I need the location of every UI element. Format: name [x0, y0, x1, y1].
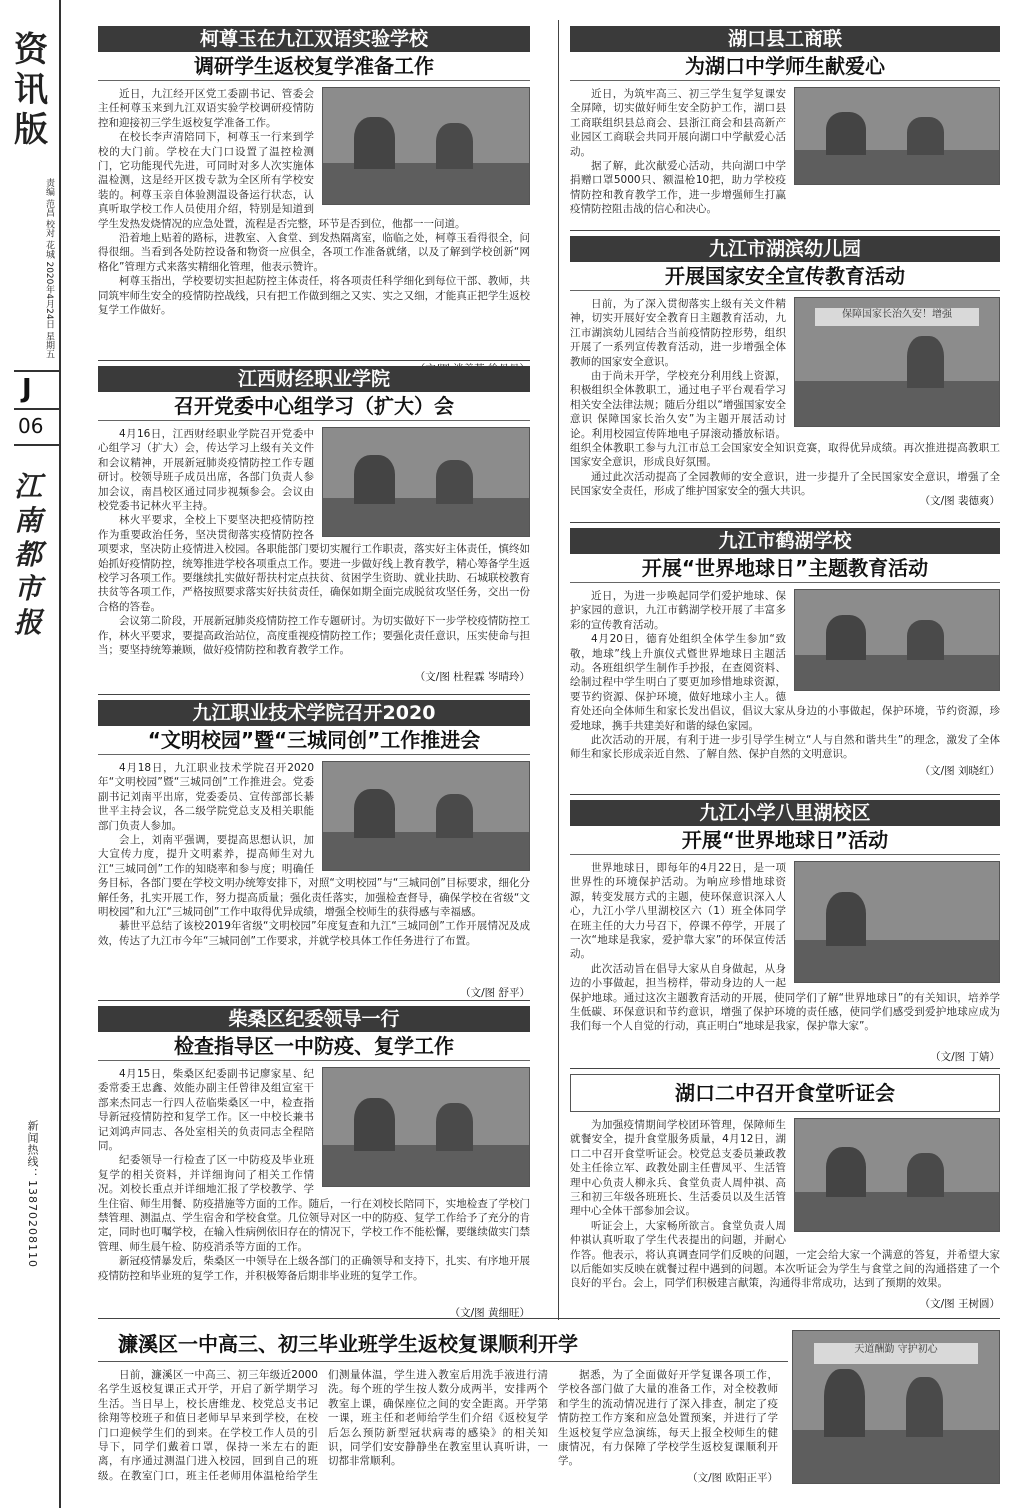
page-letter: J — [22, 374, 32, 404]
paragraph: 据了解，此次献爱心活动，共向湖口中学捐赠口罩5000只、额温枪10把，助力学校疫情防控和教育教学工作，进一步增强师生打赢疫情防控阻击战的信心和决心。 — [570, 160, 786, 216]
paragraph: 纪委领导一行检查了区一中防疫及毕业班复学的相关资料，并详细询问了相关工作情况。刘校长重点并详细地汇报了学校教学、学生住宿、师生用餐、防疫措施等方面的工作。随后，一行在刘校长陪同下，实地检查了学校门禁管理、测温点、学生宿舍和学校食堂。几位领导对区一中的防疫、复学工作给予了充分的肯定，同时也叮嘱学校，在输入性病例依旧存在的情况下，学校工作不能松懈，要继续做实门禁管理、师生晨午检、防疫消杀等方面的工作。 — [98, 1154, 530, 1253]
article-title-sub: 开展国家安全宣传教育活动 — [570, 262, 1000, 291]
article-title-sub: 开展“世界地球日”主题教育活动 — [570, 554, 1000, 583]
article-hehu-school — [570, 528, 1000, 778]
article-body — [570, 297, 1000, 498]
paragraph: 据悉，为了全面做好开学复课各项工作，学校各部门做了大量的准备工作，对全校教师和学生的流动情况进行了深入排查，制定了疫情防控工作方案和应急处置预案，并进行了学生返校复学应急演练，每天上报全校师生的健康情况，有力保障了学校学生返校复课顺利开学。 — [558, 1369, 778, 1468]
editor-names: 责编 范昌 校对 花城 — [44, 178, 54, 259]
paragraph: 日前，濂溪区一中高三、初三年级近2000名学生返校复课正式开学，开启了新学期学习生活。当日早上，校长唐维龙、校党总支书记徐翔等校班子和值日老师早早来到学校，在校门口迎候学生们的到来。在学校工作人员的引导下，同学们戴着口罩，保持一米左右的距离，有序通过测温门进入校园，回到自己的班级。在教室门口，班主任老师用体温枪给学生们测量体温，学生进入教室后用洗手液进行清洗。每个班的学生按人数分成两半，安排两个教室上课，确保座位之间的安全距离。开学第一课，班主任和老师给学生们介绍《返校复学后怎么预防新型冠状病毒的感染》的相关知识，同学们安安静静坐在教室里认真听讲，一切都非常顺利。 — [98, 1369, 548, 1482]
masthead-sidebar — [0, 0, 62, 1508]
article-credit: （文/图 杜程霖 岑晴玲） — [414, 671, 530, 683]
photo-banner-text: 保障国家长治久安！增强 — [815, 308, 978, 326]
article-photo — [322, 427, 530, 537]
paragraph: 听证会上，大家畅所欲言。食堂负责人周仲祺认真听取了学生代表提出的问题，并耐心作答。他表示，将认真调查同学们反映的问题，一定会给大家一个满意的答复，并希望大家以后能如实反映在就餐过程中遇到的问题。本次听证会为学生与食堂之间的沟通搭建了一个良好的平台。会上，同学们积极建言献策，沟通得非常成功，达到了预期的效果。 — [570, 1219, 1000, 1290]
paragraph: 林火平要求，全校上下要坚决把疫情防控作为重要政治任务，坚决贯彻落实疫情防控各项要求，坚决防止疫情进入校园。各职能部门要切实履行工作职责，落实好主体责任，慎终如始抓好疫情防控，统筹推进学校各项重点工作。要进一步做好线上教育教学，精心筹备学生返校学习各项工作。要继续扎实做好帮扶村定点扶贫、贫困学生资助、就业扶助、石城联校教育扶贫等各项工作，严格按照要求落实好扶贫责任，确保如期全面完成脱贫攻坚任务，交出一份合格的答卷。 — [98, 514, 530, 613]
article-title-main: 江西财经职业学院 — [98, 366, 530, 392]
article-body — [570, 87, 1000, 227]
paragraph: 通过此次活动提高了全园教师的安全意识，进一步提升了全民国家安全意识，增强了全民国家安全责任，形成了维护国家安全的强大共识。 — [570, 470, 1000, 498]
paragraph: 近日，为进一步唤起同学们爱护地球、保护家园的意识，九江市鹤湖学校开展了丰富多彩的宣传教育活动。 — [570, 590, 786, 631]
paragraph: 此次活动的开展，有利于进一步引导学生树立“人与自然和谐共生”的理念，激发了全体师生和家长形成亲近自然、了解自然、保护自然的文明意识。 — [570, 734, 1000, 761]
paragraph: 此次活动旨在倡导大家从自身做起，从身边的小事做起，担当榜样，带动身边的人一起保护地球。通过这次主题教育活动的开展，使同学们了解“世界地球日”的有关知识，培养学生低碳、环保意识和节约意识，增强了保护环境的责任感，使同学们感受到爱护地球应成为我们每一个人自觉的行动，真正明白“地球是我家，保护靠大家”。 — [570, 962, 1000, 1033]
article-baili-lake-school — [570, 800, 1000, 1064]
paragraph: 近日，为筑牢高三、初三学生复学复课安全屏障，切实做好师生安全防护工作，湖口县工商联组织县总商会、县浙江商会和县高新产业园区工商联会共同开展向湖口中学献爱心活动。 — [570, 88, 786, 158]
paragraph: 会上，刘南平强调，要提高思想认识，加大宣传力度，提升文明素养，提高师生对九江“三城同创”工作的知晓率和参与度；明确任务目标，各部门要在学校文明办统筹安排下，对照“文明校园”与“三城同创”目标要求，细化分解任务，扎实开展工作，努力提高质量；强化责任落实，加强检查督导，确保学校在省级“文明校园”和九江“三城同创”工作中取得优异成绩，增强全校师生的获得感与幸福感。 — [98, 834, 530, 919]
paragraph: 綦世平总结了该校2019年省级“文明校园”年度复查和九江“三城同创”工作开展情况及成效，传达了九江市今年“三城同创”工作要求，并就学校具体工作任务进行了布置。 — [98, 920, 530, 947]
article-lianxi-reopening — [98, 1326, 1000, 1492]
news-hotline: 新闻热线：13870208110 — [26, 1120, 39, 1268]
article-body — [570, 861, 1000, 1047]
article-photo — [794, 589, 1000, 691]
article-photo — [794, 297, 1000, 427]
paragraph: 由于尚未开学，学校充分利用线上资源，积极组织全体教职工，通过电子平台观看学习相关安全法律法规；随后分组以“增强国家安全意识 保障国家长治久安”为主题开展活动讨论。利用校园宣传阵地电子屏滚动播放标语。组织全体教职工参与九江市总工会国家安全知识竞赛，取得优异成绩。再次推进提高教职工国家安全意识，形成良好氛围。 — [570, 370, 1000, 469]
paragraph: 沿着地上贴着的路标，进教室、入食堂、到发热隔离室，临临之处，柯尊玉看得很全，问得很细。当看到各处防控设备和物资一应俱全，各项工作准备就绪，以及了解到学校创新“网格化”管理方式来落实精细化管理，他表示赞许。 — [98, 232, 530, 273]
article-divider — [570, 794, 1000, 795]
paragraph: 柯尊玉指出，学校要切实担起防控主体责任，将各项责任科学细化到每位干部、教师，共同筑牢师生安全的疫情防控战线，只有把工作做到细之又实、实之又细，才能真正把学生返校复学工作做好。 — [98, 275, 530, 317]
article-photo — [322, 1067, 530, 1187]
article-credit: （文/图 黄细旺） — [449, 1307, 530, 1319]
editor-credits — [44, 178, 54, 358]
article-body — [98, 427, 530, 667]
article-photo — [322, 87, 530, 205]
article-photo — [322, 761, 530, 871]
paragraph: 4月18日，九江职业技术学院召开2020年“文明校园”暨“三城同创”工作推进会。党委副书记刘南平出席，党委委员、宣传部部长綦世平主持会议，各二级学院党总支及相关职能部门负责人参加。 — [98, 762, 314, 832]
article-title-main: 九江市鹤湖学校 — [570, 528, 1000, 554]
article-title-main: 湖口县工商联 — [570, 26, 1000, 52]
section-name: 资讯版 — [14, 30, 48, 150]
article-title-main: 九江职业技术学院召开2020 — [98, 700, 530, 726]
article-photo — [794, 861, 1000, 983]
article-body — [570, 589, 1000, 761]
article-credit: （文/图 舒平） — [460, 987, 530, 999]
article-photo — [794, 1118, 1000, 1232]
article-divider — [98, 1000, 530, 1001]
paragraph: 在校长李声清陪同下，柯尊玉一行来到学校的大门前。学校在大门口设置了温控检测门，它功能现代先进，可同时对多人次实施体温检测，这是经开区拨专款为全区所有学校安装的。柯尊玉亲自体验测温设备运行状态，认真听取学校工作人员使用介绍，特别是知道到学生发热发烧情况的应急处置，流程是否完整，环节是否到位，他都一一问道。 — [98, 131, 466, 230]
article-title-main: 九江小学八里湖校区 — [570, 800, 1000, 826]
article-divider — [570, 522, 1000, 523]
article-hubin-kindergarten — [570, 236, 1000, 508]
article-body — [98, 1067, 530, 1303]
article-credit: （文/图 王树圆） — [919, 1298, 1000, 1310]
article-title-sub: “文明校园”暨“三城同创”工作推进会 — [98, 726, 530, 755]
article-jiujiang-vocational — [98, 700, 530, 1000]
article-credit: （文/图 刘晓红） — [919, 765, 1000, 777]
photo-banner-text: 天道酬勤 守护初心 — [814, 1343, 979, 1364]
article-body — [98, 87, 530, 359]
article-photo — [792, 1330, 1000, 1484]
issue-date: 2020年4月24日 星期五 — [44, 261, 54, 359]
paragraph: 4月16日，江西财经职业学院召开党委中心组学习（扩大）会，传达学习上级有关文件和会议精神，开展新冠肺炎疫情防控工作专题研讨。校领导班子成员出席，各部门负责人参加会议，南昌校区通过同步视频参会。会议由校党委书记林火平主持。 — [98, 428, 314, 513]
article-title-sub: 为湖口中学师生献爱心 — [570, 52, 1000, 81]
page-number: 06 — [18, 414, 44, 438]
article-credit: （文/图 欧阳正平） — [687, 1471, 778, 1484]
sidebar-rule — [59, 0, 61, 1508]
article-title-sub: 调研学生返校复学准备工作 — [98, 52, 530, 81]
article-title-main: 柴桑区纪委领导一行 — [98, 1006, 530, 1032]
article-body — [98, 1368, 778, 1492]
article-divider — [570, 1068, 1000, 1069]
paragraph: 4月15日，柴桑区纪委副书记廖家星、纪委常委王忠鑫、效能办副主任曾律及组宣室干部来杰同志一行四人莅临柴桑区一中，检查指导新冠疫情防控和复学工作。区一中校长兼书记刘鸿声同志、各处室相关的负责同志全程陪同。 — [98, 1068, 314, 1153]
paragraph: 为加强疫情期间学校团环管理，保障师生就餐安全，提升食堂服务质量，4月12日，湖口二中召开食堂听证会。校党总支委员兼政教处主任徐立军、政教处副主任曹凤平、生活管理中心负责人柳永兵、食堂负责人周仲祺、高三和初三年级各班班长、生活委员以及生活管理中心全体干部参加会议。 — [570, 1119, 786, 1218]
article-hukou-canteen — [570, 1074, 1000, 1311]
page-number-box — [14, 370, 60, 446]
paragraph: 新冠疫情暴发后，柴桑区一中领导在上级各部门的正确领导和支持下，扎实、有序地开展疫情防控和毕业班的复学工作，并积极筹备后期非毕业班的复学工作。 — [98, 1255, 530, 1282]
article-keyu-school — [98, 26, 530, 376]
paragraph: 日前，为了深入贯彻落实上级有关文件精神，切实开展好安全教育日主题教育活动，九江市湖滨幼儿园结合当前疫情防控形势，组织开展了一系列宣传教育活动，进一步增强全体教师的国家安全意识。 — [570, 298, 786, 368]
article-body — [98, 761, 530, 983]
article-title-sub: 检查指导区一中防疫、复学工作 — [98, 1032, 530, 1061]
article-divider — [98, 360, 530, 361]
article-jiangxi-finance — [98, 366, 530, 684]
paragraph: 近日，九江经开区党工委副书记、管委会主任柯尊玉来到九江双语实验学校调研疫情防控和迎接初三学生返校复学准备工作。 — [98, 88, 314, 129]
article-hukou-commerce — [570, 26, 1000, 227]
article-title-main: 湖口二中召开食堂听证会 — [570, 1074, 1000, 1112]
page-divider — [14, 408, 60, 410]
article-chaisang-inspection — [98, 1006, 530, 1320]
article-body — [570, 1118, 1000, 1294]
article-photo — [794, 87, 1000, 185]
newspaper-logo: 江南都市报 — [14, 470, 43, 639]
paragraph: 会议第二阶段，开展新冠肺炎疫情防控工作专题研讨。为切实做好下一步学校疫情防控工作，林火平要求，要提高政治站位，高度重视疫情防控工作；要强化责任意识，压实使命与担当；要坚持统筹兼顾，做好疫情防控和教育教学工作。 — [98, 615, 530, 657]
article-title-main: 濂溪区一中高三、初三毕业班学生返校复课顺利开学 — [98, 1326, 788, 1362]
article-title-main: 九江市湖滨幼儿园 — [570, 236, 1000, 262]
article-divider — [570, 230, 1000, 231]
article-title-sub: 开展“世界地球日”活动 — [570, 826, 1000, 855]
paragraph: 4月20日，德育处组织全体学生参加“致敬，地球”线上升旗仪式暨世界地球日主题活动。各班组织学生制作手抄报，在查阅资料、绘制过程中学生明白了要更加珍惜地球资源，要节约资源、保护环境，做好地球小主人。德育处还向全体师生和家长发出倡议，倡议大家从身边的小事做起，保护环境，节约资源，珍爱地球，携手共建美好和谐的绿色家园。 — [570, 633, 1000, 732]
paragraph: 世界地球日，即每年的4月22日，是一项世界性的环境保护活动。为响应珍惜地球资源，转变发展方式的主题，使环保意识深入人心，九江小学八里湖校区六（1）班全体同学在班主任的大力号召下，停课不停学，开展了一次“地球是我家，爱护靠大家”的环保宣传活动。 — [570, 862, 786, 961]
article-title-sub: 召开党委中心组学习（扩大）会 — [98, 392, 530, 421]
article-title-main: 柯尊玉在九江双语实验学校 — [98, 26, 530, 52]
article-credit: （文/图 丁婧） — [930, 1051, 1000, 1063]
article-divider — [98, 694, 530, 695]
column-divider — [558, 20, 559, 1320]
article-credit: （文/图 裴德爽） — [919, 495, 1000, 507]
